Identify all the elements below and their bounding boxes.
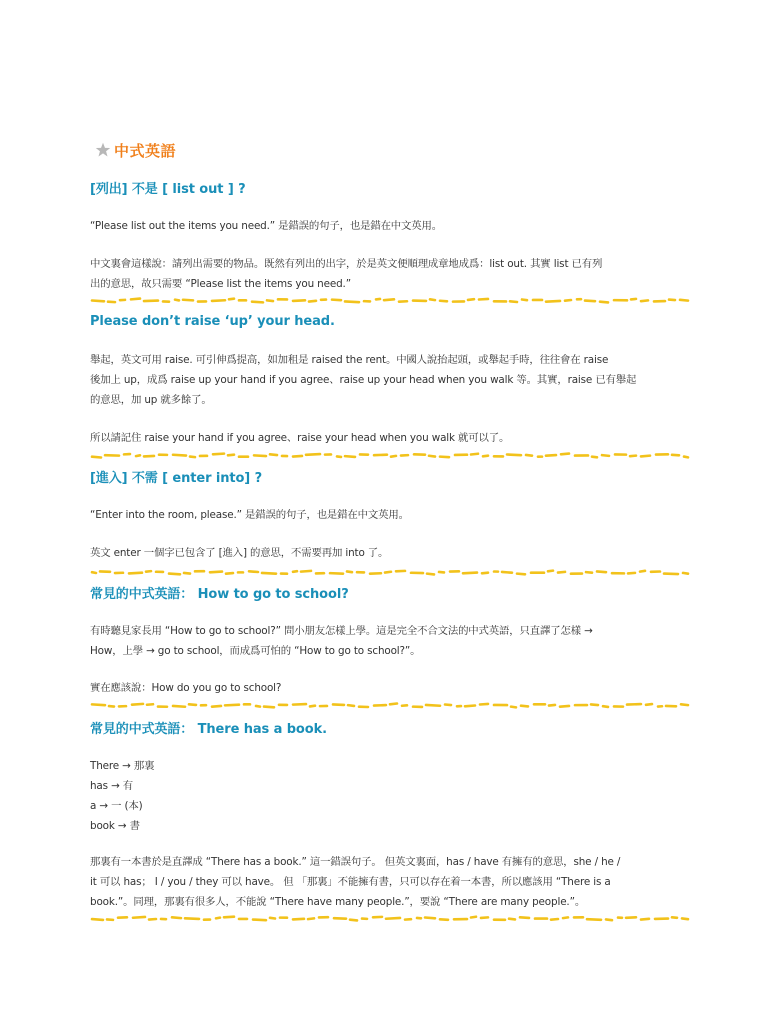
divider-dash (345, 456, 355, 457)
divider-dash (306, 454, 320, 455)
divider-dash (561, 454, 569, 455)
section-paragraph (90, 254, 690, 294)
divider-dash (173, 706, 185, 707)
divider-dash (683, 573, 688, 574)
text-line: 所以請記住 raise your hand if you agree、raise your head when you walk 就可以了。 (90, 432, 510, 444)
page-title: 中式英語 (114, 141, 177, 160)
divider-dash (560, 706, 569, 707)
section-paragraph (90, 216, 690, 236)
divider-dash (440, 301, 447, 302)
divider-dash (308, 918, 314, 919)
divider-dash (551, 919, 558, 920)
divider-dash (252, 302, 263, 303)
divider-dash (264, 707, 274, 708)
divider-dash (471, 917, 476, 918)
divider-dash (249, 571, 258, 572)
divider-dash (509, 919, 515, 920)
divider-dash (293, 704, 306, 705)
divider-dash (479, 299, 488, 300)
divider-dash (229, 299, 234, 300)
divider-dash (429, 456, 435, 457)
divider-dash (558, 572, 565, 573)
section-paragraph (90, 505, 690, 525)
text-line: “Please list out the items you need.” 是錯誤的句子，也是錯在中文英用。 (90, 220, 443, 232)
divider-dash (133, 917, 145, 918)
divider-dash (384, 299, 394, 300)
divider-dash (628, 573, 635, 574)
text-line: How，上學 → go to school，而成爲可怕的 “How to go to school?”。 (90, 645, 421, 657)
divider-dash (169, 574, 180, 575)
divider-dash (627, 704, 641, 705)
divider-dash (330, 573, 343, 574)
section-paragraph (90, 756, 690, 836)
divider-dash (426, 705, 440, 706)
divider-dash (149, 919, 156, 920)
text-line: book → 書 (90, 820, 140, 832)
divider-dash (147, 704, 153, 705)
divider-dash (681, 704, 688, 705)
divider-dash (254, 455, 266, 456)
divider-dash (334, 918, 346, 919)
divider-dash (309, 301, 316, 302)
divider-dash (640, 571, 645, 572)
divider-dash (144, 456, 154, 457)
divider-dash (463, 573, 477, 574)
divider-dash (92, 704, 105, 705)
divider-dash (641, 456, 650, 457)
divider-dash (548, 571, 553, 572)
section-paragraph (90, 350, 690, 410)
divider-dash (445, 705, 451, 706)
section-paragraph (90, 543, 690, 563)
divider-dash (680, 300, 688, 301)
section-heading-there-has: 常見的中式英語： There has a book. (90, 722, 327, 737)
wavy-divider (90, 702, 690, 710)
divider-dash (256, 706, 260, 707)
divider-dash (348, 705, 354, 706)
divider-dash (641, 300, 648, 301)
divider-dash (586, 572, 592, 573)
divider-dash (144, 301, 158, 302)
divider-dash (345, 301, 359, 302)
text-line: 那裏有一本書於是直譯成 “There has a book.” 這一錯誤句子。 但英文裏面，has / have 有擁有的意思，she / he / (90, 856, 621, 868)
text-line: 中文裏會這樣說：請列出需要的物品。既然有列出的出字，於是英文便順理成章地成爲：list out. 其實 list 已有列 (90, 258, 603, 270)
divider-dash (549, 705, 555, 706)
divider-dash (146, 571, 151, 572)
text-line: 有時聽見家長用 “How to go to school?” 問小朋友怎樣上學。這是完全不合文法的中式英語，只直譯了怎樣 → (90, 625, 593, 637)
text-line: has → 有 (90, 780, 134, 792)
divider-dash (175, 300, 179, 301)
section-paragraph (90, 852, 690, 912)
divider-dash (597, 571, 606, 572)
divider-dash (430, 299, 435, 300)
divider-dash (210, 572, 222, 573)
divider-dash (226, 573, 233, 574)
divider-dash (262, 573, 276, 574)
wavy-divider (90, 915, 690, 923)
section-paragraph (90, 621, 690, 661)
divider-dash (465, 706, 475, 707)
divider-dash (385, 572, 391, 573)
divider-dash (337, 456, 341, 457)
divider-dash (173, 455, 186, 456)
divider-dash (520, 917, 529, 918)
text-line: 實在應該說：How do you go to school? (90, 682, 282, 694)
text-line: 的意思，加 up 就多餘了。 (90, 394, 212, 406)
divider-dash (350, 920, 357, 921)
divider-dash (626, 917, 636, 918)
title-row (94, 138, 176, 162)
divider-dash (391, 456, 396, 457)
divider-dash (606, 919, 612, 920)
divider-dash (507, 454, 521, 455)
divider-dash (427, 574, 434, 575)
text-line: book.”。同理，那裏有很多人，不能說 “There have many people.”，要說 “There are many people.”。 (90, 896, 586, 908)
divider-dash (136, 455, 140, 456)
divider-dash (270, 454, 277, 455)
divider-dash (332, 300, 341, 301)
divider-dash (267, 300, 273, 301)
divider-dash (190, 457, 195, 458)
section-heading-raise-up: Please don’t raise ‘up’ your head. (90, 314, 335, 329)
divider-dash (333, 704, 344, 705)
divider-dash (213, 454, 224, 455)
divider-dash (270, 918, 275, 919)
divider-dash (131, 299, 140, 300)
divider-dash (482, 573, 488, 574)
divider-dash (310, 706, 315, 707)
divider-dash (293, 456, 302, 457)
divider-dash (92, 572, 96, 573)
divider-dash (526, 455, 532, 456)
text-line: 舉起，英文可用 raise. 可引伸爲提高，如加租是 raised the rent。中國人說抬起頭，或舉起手時，往往會在 raise (90, 354, 609, 366)
divider-dash (183, 300, 193, 301)
text-line: There → 那裏 (90, 760, 155, 772)
divider-dash (225, 705, 239, 706)
text-line: 出的意思，故只需要 “Please list the items you need.” (90, 278, 351, 290)
divider-dash (468, 299, 474, 300)
divider-dash (592, 457, 597, 458)
section-heading-how-to-go: 常見的中式英語： How to go to school? (90, 587, 349, 602)
divider-dash (471, 454, 478, 455)
divider-dash (521, 706, 528, 707)
divider-dash (600, 302, 608, 303)
divider-dash (347, 571, 352, 572)
divider-dash (511, 707, 516, 708)
divider-dash (641, 919, 649, 920)
divider-dash (440, 457, 449, 458)
star-icon (94, 141, 112, 159)
divider-dash (390, 704, 397, 705)
divider-dash (481, 917, 488, 918)
divider-dash (301, 571, 311, 572)
divider-dash (184, 573, 190, 574)
divider-dash (293, 300, 305, 301)
wavy-divider (90, 297, 690, 305)
divider-dash (546, 455, 556, 456)
divider-dash (631, 299, 636, 300)
divider-dash (212, 300, 225, 301)
divider-dash (563, 917, 568, 918)
divider-dash (602, 455, 609, 456)
divider-dash (483, 456, 488, 457)
section-heading-list-out: [列出] 不是 [ list out ] ? (90, 182, 246, 197)
divider-dash (646, 704, 652, 705)
section-heading-enter-into: [進入] 不需 [ enter into] ? (90, 471, 263, 486)
divider-dash (92, 919, 103, 920)
divider-dash (585, 301, 595, 302)
text-line: “Enter into the room, please.” 是錯誤的句子，也是錯在中文英用。 (90, 509, 409, 521)
divider-dash (129, 573, 142, 574)
divider-dash (425, 918, 435, 919)
divider-dash (591, 704, 598, 705)
divider-dash (565, 300, 571, 301)
divider-dash (212, 706, 221, 707)
divider-dash (630, 456, 636, 457)
divider-dash (92, 457, 101, 458)
text-line: 英文 enter 一個字已包含了 [進入] 的意思，不需要再加 into 了。 (90, 547, 389, 559)
wavy-divider (90, 569, 690, 577)
divider-dash (189, 704, 196, 705)
wavy-divider (90, 452, 690, 460)
divider-dash (546, 301, 560, 302)
divider-dash (216, 918, 220, 919)
divider-dash (132, 704, 143, 705)
divider-dash (172, 917, 181, 918)
divider-dash (293, 919, 304, 920)
divider-dash (293, 571, 297, 572)
divider-dash (386, 918, 400, 919)
divider-dash (439, 572, 444, 573)
divider-dash (228, 455, 234, 456)
divider-dash (682, 918, 688, 919)
text-line: 後加上 up，成爲 raise up your hand if you agree、raise up your head when you walk 等。其實，raise 已有舉起 (90, 374, 637, 386)
divider-dash (510, 301, 517, 302)
divider-dash (587, 919, 601, 920)
section-paragraph (90, 428, 690, 448)
divider-dash (224, 917, 234, 918)
divider-dash (92, 301, 104, 302)
divider-dash (517, 574, 525, 575)
divider-dash (185, 918, 199, 919)
text-line: a → 一 (本) (90, 800, 143, 812)
text-line: it 可以 has； I / you / they 可以 have。 但 「那裏」不能擁有書，只可以存在着一本書，所以應該用 “There is a (90, 876, 611, 888)
divider-dash (684, 457, 688, 458)
divider-dash (253, 920, 266, 921)
divider-dash (502, 572, 512, 573)
divider-dash (522, 299, 527, 300)
section-paragraph (90, 678, 690, 698)
divider-dash (603, 706, 608, 707)
divider-dash (480, 704, 488, 705)
divider-dash (440, 919, 448, 920)
